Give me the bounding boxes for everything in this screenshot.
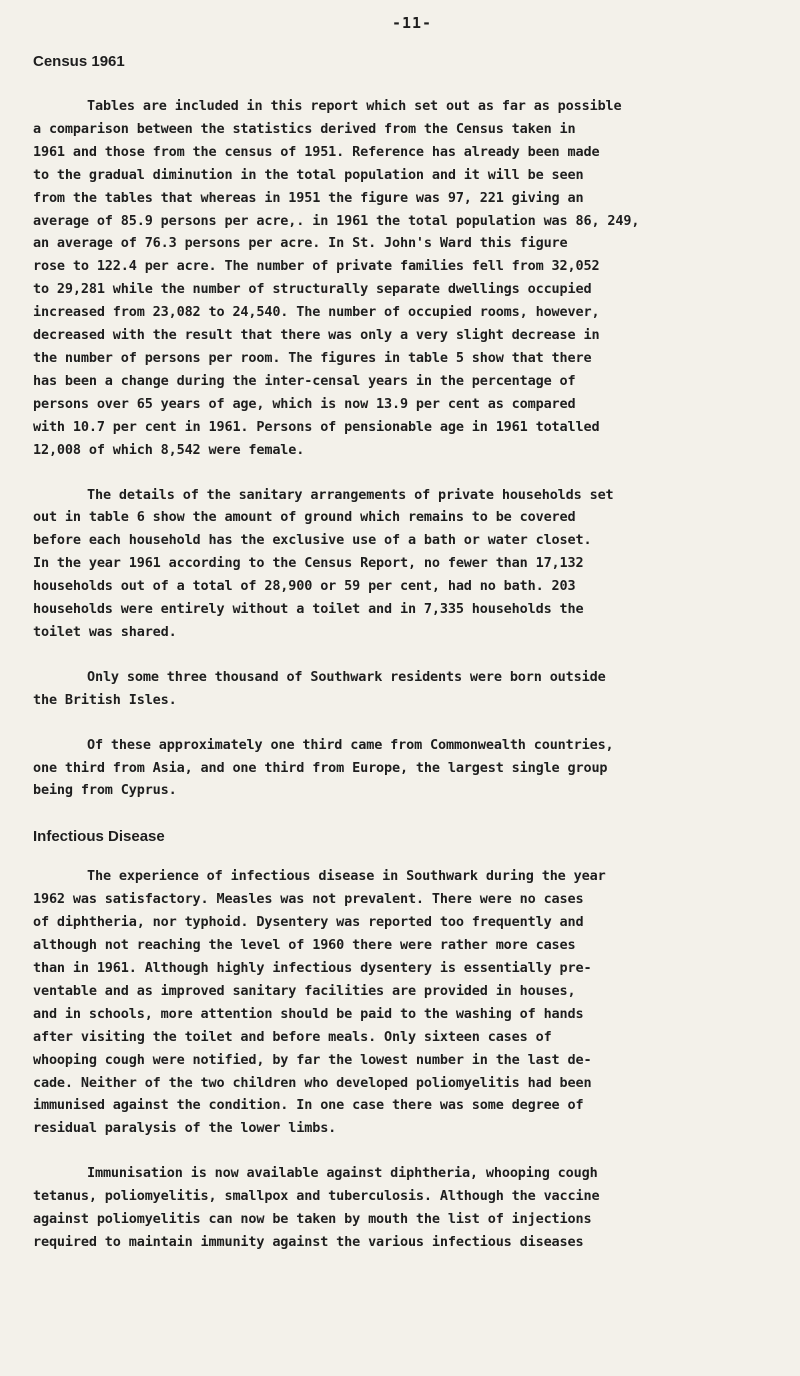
- text-line: an average of 76.3 persons per acre. In St. John's Ward this figure: [33, 235, 568, 252]
- text-line: the British Isles.: [33, 691, 177, 708]
- text-line: against poliomyelitis can now be taken by mouth the list of injections: [33, 1211, 592, 1228]
- text-line: 1961 and those from the census of 1951. Reference has already been made: [33, 143, 600, 160]
- text-line: 12,008 of which 8,542 were female.: [33, 441, 305, 458]
- text-line: out in table 6 show the amount of ground which remains to be covered: [33, 509, 576, 526]
- text-line: tetanus, poliomyelitis, smallpox and tuberculosis. Although the vaccine: [33, 1188, 600, 1205]
- text-line: 1962 was satisfactory. Measles was not prevalent. There were no cases: [33, 891, 584, 908]
- text-line: persons over 65 years of age, which is now 13.9 per cent as compared: [33, 395, 576, 412]
- text-line: required to maintain immunity against the various infectious diseases: [33, 1233, 584, 1250]
- paragraph-census-1: [33, 95, 791, 462]
- text-line: Of these approximately one third came from Commonwealth countries,: [87, 736, 614, 753]
- text-line: ventable and as improved sanitary facilities are provided in houses,: [33, 982, 576, 999]
- paragraph-census-3: [33, 666, 791, 712]
- text-line: the number of persons per room. The figures in table 5 show that there: [33, 349, 592, 366]
- page-number: -11-: [391, 14, 433, 32]
- text-line: increased from 23,082 to 24,540. The number of occupied rooms, however,: [33, 304, 600, 321]
- text-line: before each household has the exclusive use of a bath or water closet.: [33, 532, 592, 549]
- text-line: after visiting the toilet and before meals. Only sixteen cases of: [33, 1028, 552, 1045]
- text-line: residual paralysis of the lower limbs.: [33, 1120, 337, 1137]
- text-line: than in 1961. Although highly infectious dysentery is essentially pre-: [33, 960, 592, 976]
- paragraph-infectious-2: [33, 1162, 791, 1254]
- text-line: from the tables that whereas in 1951 the figure was 97, 221 giving an: [33, 189, 584, 206]
- text-line: one third from Asia, and one third from Europe, the largest single group: [33, 759, 608, 776]
- text-line: The experience of infectious disease in Southwark during the year: [87, 868, 606, 885]
- text-line: to 29,281 while the number of structurally separate dwellings occupied: [33, 281, 592, 298]
- text-line: rose to 122.4 per acre. The number of private families fell from 32,052: [33, 258, 600, 275]
- text-line: The details of the sanitary arrangements of private households set: [87, 486, 614, 503]
- text-line: with 10.7 per cent in 1961. Persons of pensionable age in 1961 totalled: [33, 418, 600, 435]
- text-line: households were entirely without a toilet and in 7,335 households the: [33, 601, 584, 618]
- text-line: and in schools, more attention should be paid to the washing of hands: [33, 1005, 584, 1022]
- text-line: average of 85.9 persons per acre,. in 1961 the total population was 86, 249,: [33, 212, 640, 229]
- text-line: of diphtheria, nor typhoid. Dysentery was reported too frequently and: [33, 914, 584, 931]
- text-line: toilet was shared.: [33, 623, 177, 640]
- text-line: being from Cyprus.: [33, 782, 177, 799]
- text-line: households out of a total of 28,900 or 59 per cent, had no bath. 203: [33, 578, 576, 595]
- paragraph-census-2: [33, 484, 791, 644]
- section-heading-census: Census 1961: [33, 53, 125, 70]
- text-line: immunised against the condition. In one case there was some degree of: [33, 1097, 584, 1114]
- text-line: whooping cough were notified, by far the lowest number in the last de-: [33, 1051, 592, 1068]
- text-line: has been a change during the inter-censal years in the percentage of: [33, 372, 576, 389]
- paragraph-census-4: [33, 734, 791, 803]
- section-heading-infectious-disease: Infectious Disease: [33, 828, 165, 846]
- text-line: Tables are included in this report which set out as far as possible: [87, 98, 622, 114]
- text-line: although not reaching the level of 1960 there were rather more cases: [33, 937, 576, 954]
- text-line: to the gradual diminution in the total population and it will be seen: [33, 166, 584, 183]
- paragraph-infectious-1: [33, 865, 791, 1140]
- text-line: Immunisation is now available against diphtheria, whooping cough: [87, 1165, 598, 1182]
- text-line: In the year 1961 according to the Census Report, no fewer than 17,132: [33, 555, 584, 572]
- text-line: cade. Neither of the two children who developed poliomyelitis had been: [33, 1074, 592, 1091]
- text-line: a comparison between the statistics derived from the Census taken in: [33, 120, 576, 137]
- text-line: Only some three thousand of Southwark residents were born outside: [87, 668, 606, 685]
- text-line: decreased with the result that there was only a very slight decrease in: [33, 327, 600, 344]
- document-page: [33, 0, 791, 1254]
